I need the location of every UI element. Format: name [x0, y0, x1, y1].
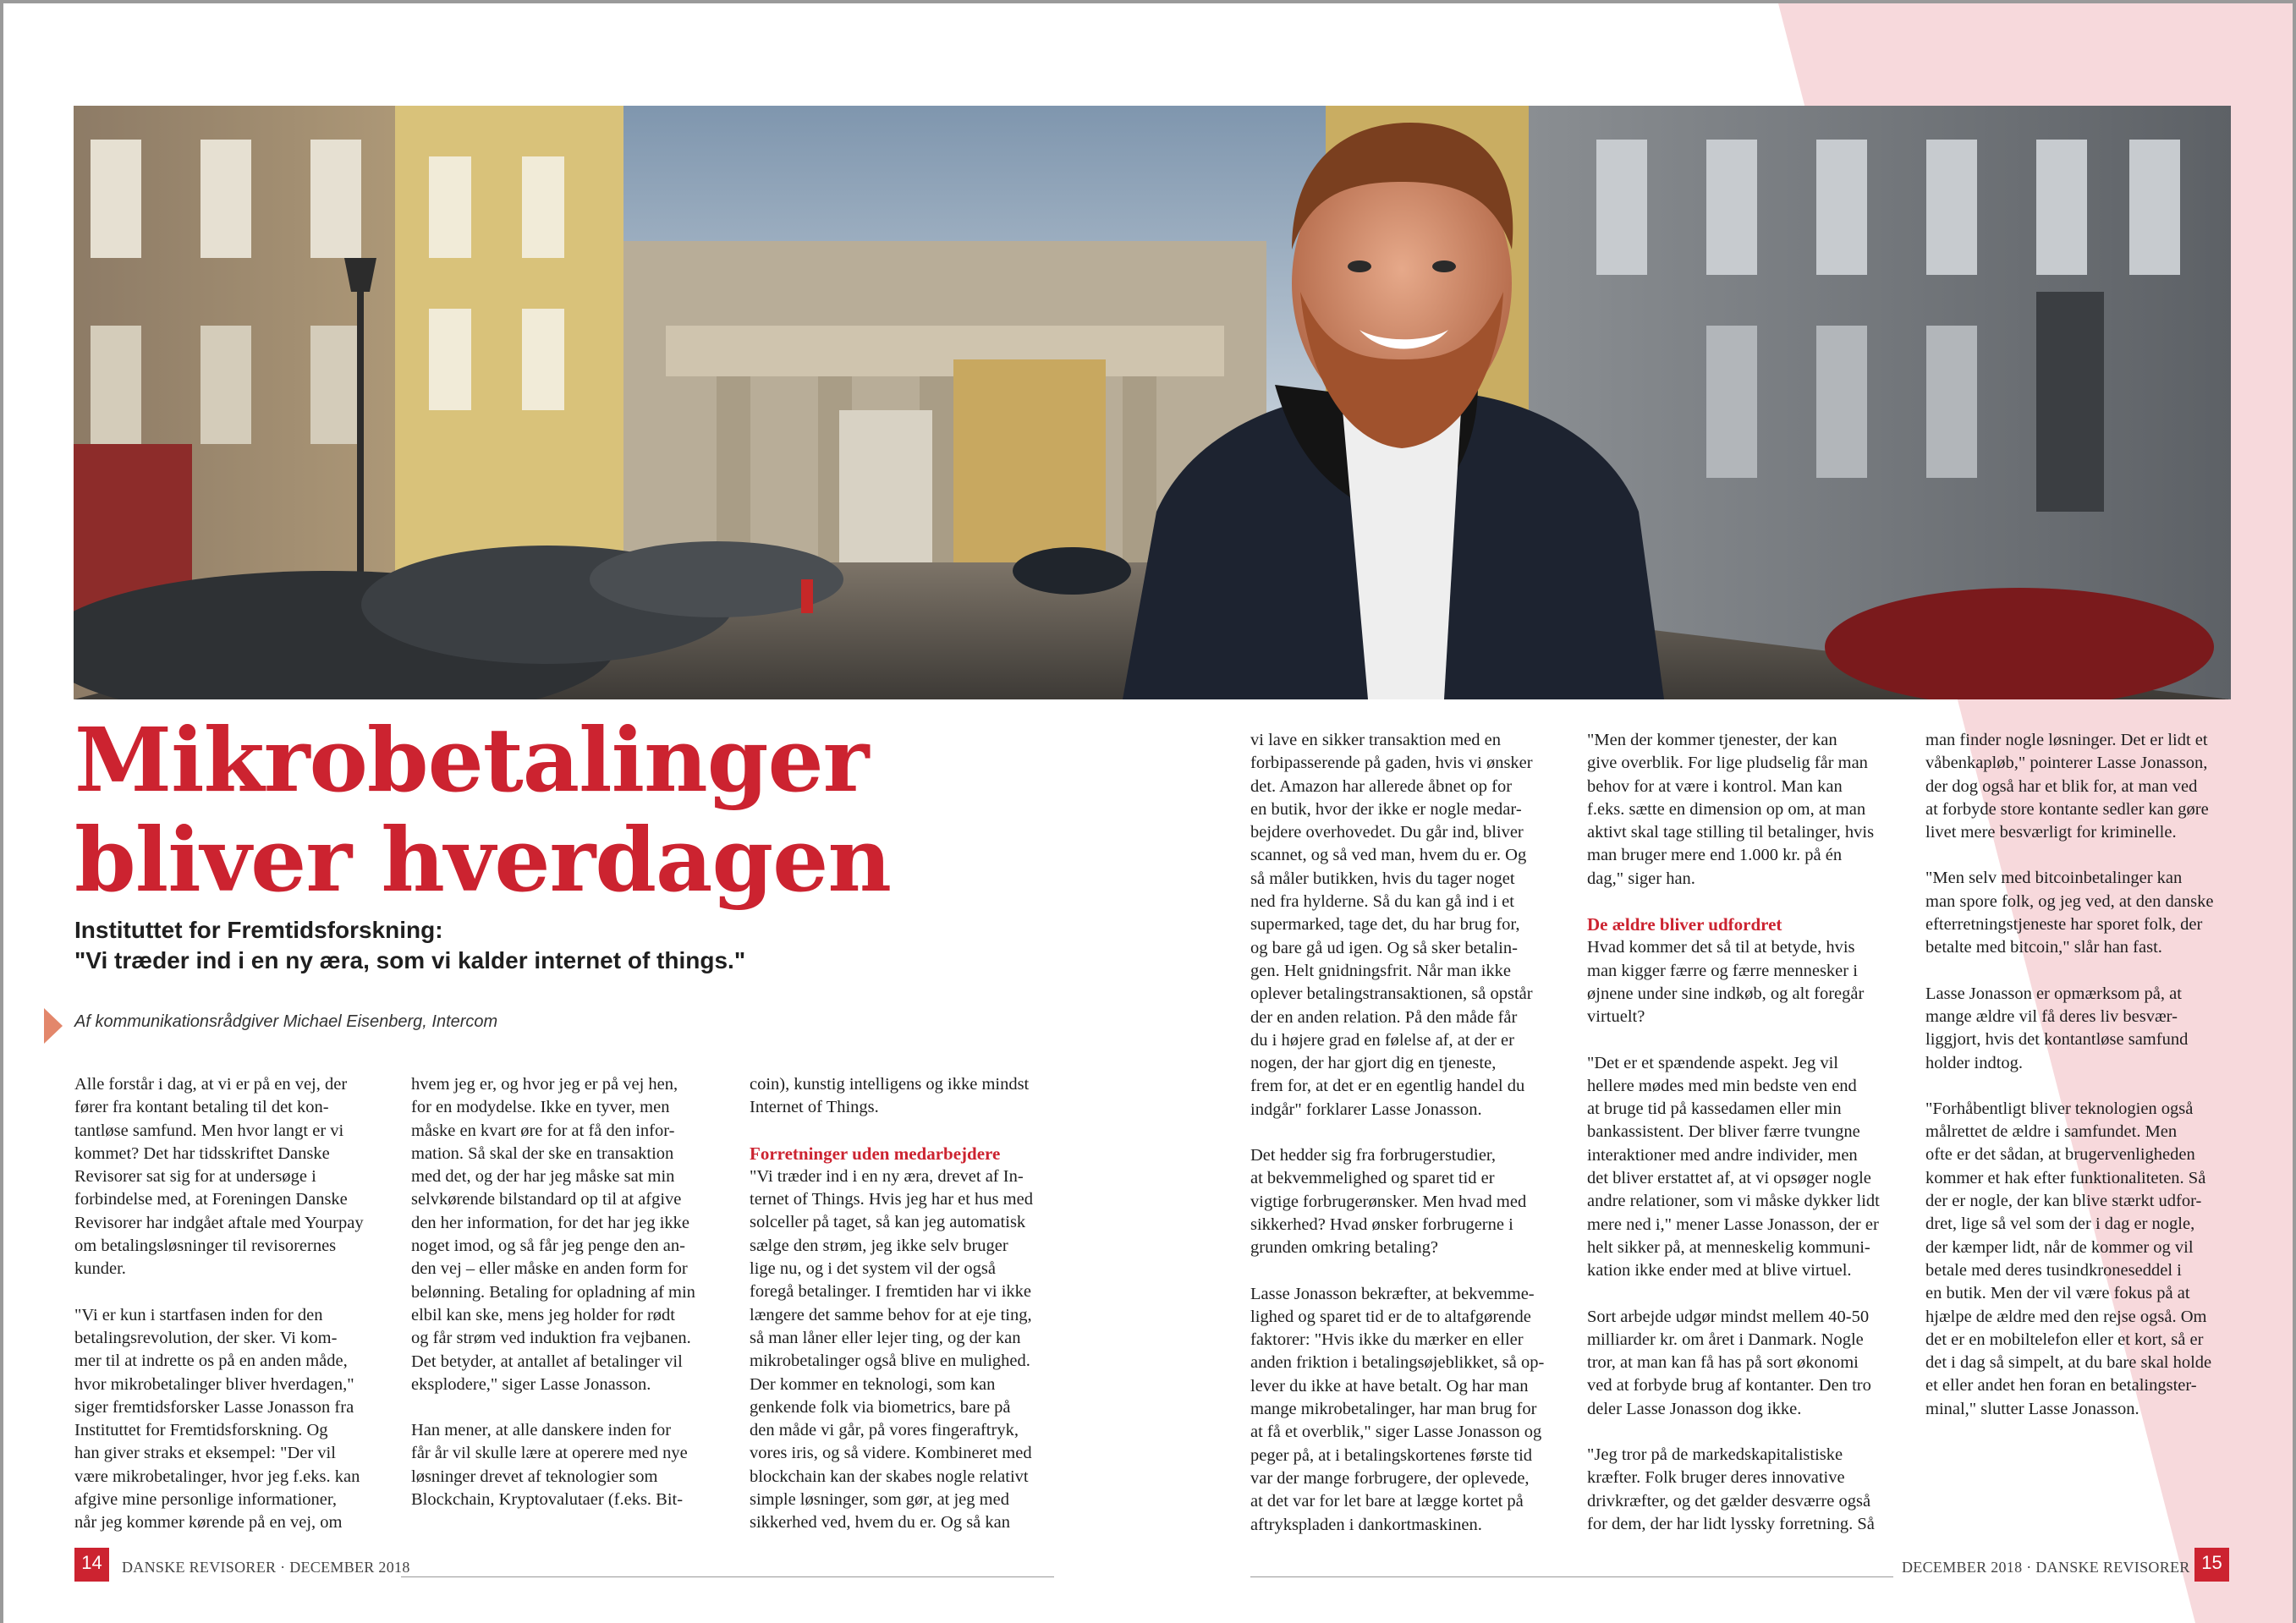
text-line: vi lave en sikker transaktion med en — [1250, 731, 1502, 749]
text-line: han giver straks et eksempel: "Der vil — [74, 1444, 336, 1463]
paragraph — [1250, 729, 1572, 1121]
paragraph — [750, 1165, 1071, 1535]
article-column-4 — [1250, 729, 1572, 1560]
text-line: indgår" forklarer Lasse Jonasson. — [1250, 1099, 1482, 1119]
text-line: Han mener, at alle danskere inden for — [411, 1421, 672, 1440]
text-line: coin), kunstig intelligens og ikke mindst — [750, 1075, 1030, 1094]
text-line: længere det samme behov for at eje ting, — [750, 1305, 1032, 1324]
text-line: interaktioner med andre individer, men — [1587, 1145, 1858, 1165]
paragraph — [1250, 1283, 1572, 1537]
text-line: Revisorer har indgået aftale med Yourpay — [74, 1213, 364, 1232]
text-line: løsninger drevet af teknologier som — [411, 1467, 658, 1486]
text-line: der en anden relation. På den måde får — [1250, 1007, 1518, 1027]
text-line: kommer et hak efter funktionaliteten. Så — [1925, 1168, 2206, 1187]
text-line: lever du ikke at have betalt. Og har man — [1250, 1376, 1529, 1395]
text-line: "Men selv med bitcoinbetalinger kan — [1925, 869, 2183, 888]
paragraph — [74, 1073, 387, 1281]
byline: Af kommunikationsrådgiver Michael Eisenberg, Intercom — [74, 1012, 498, 1031]
text-line: Lasse Jonasson er opmærksom på, at — [1925, 984, 2182, 1003]
paragraph — [1587, 1444, 1909, 1536]
page-number-left: 14 — [74, 1548, 109, 1582]
text-line: at bruge tid på kassedamen eller min — [1587, 1099, 1842, 1119]
text-line: man kigger færre og færre mennesker i — [1587, 961, 1858, 980]
text-line: den vej – eller måske en anden form for — [411, 1259, 688, 1279]
page-number-right: 15 — [2194, 1548, 2229, 1582]
text-line: Internet of Things. — [750, 1098, 879, 1117]
text-line: peger på, at i betalingskortenes første tid — [1250, 1445, 1533, 1465]
text-line: f.eks. sætte en dimension op om, at man — [1587, 799, 1866, 819]
text-line: mere ned i," mener Lasse Jonasson, der er — [1587, 1215, 1879, 1234]
subhead-line-2: "Vi træder ind i en ny æra, som vi kalder internet of things." — [74, 947, 746, 973]
text-line: så måler butikken, hvis du tager noget — [1250, 869, 1515, 888]
text-line: Lasse Jonasson bekræfter, at bekvemme- — [1250, 1284, 1535, 1303]
text-line: ternet of Things. Hvis jeg har et hus med — [750, 1190, 1033, 1209]
text-line: virtuelt? — [1587, 1007, 1645, 1027]
hero-photo — [74, 106, 2231, 699]
text-line: en butik. Men der vil være fokus på at — [1925, 1284, 2190, 1303]
left-page-footer — [3, 1548, 1103, 1582]
text-line: "Men der kommer tjenester, der kan — [1587, 731, 1837, 749]
text-line: Det betyder, at antallet af betalinger vil — [411, 1352, 683, 1371]
text-line: blockchain kan der skabes nogle relativt — [750, 1467, 1029, 1486]
text-line: ofte er det sådan, at brugervenligheden — [1925, 1145, 2195, 1165]
text-line: supermarked, tage det, du har brug for, — [1250, 915, 1520, 935]
text-line: gen. Helt gnidningsfrit. Når man ikke — [1250, 961, 1512, 980]
paragraph — [750, 1073, 1071, 1120]
text-line: foregå betalinger. I fremtiden har vi ikke — [750, 1282, 1031, 1302]
text-line: anden friktion i betalingsøjeblikket, så op- — [1250, 1353, 1545, 1373]
text-line: scannet, og så ved man, hvem du er. Og — [1250, 846, 1527, 865]
text-line: at det var for let bare at lægge kortet på — [1250, 1492, 1524, 1511]
text-line: solceller på taget, så kan jeg automatisk — [750, 1213, 1026, 1232]
article-headline — [74, 710, 963, 910]
paragraph — [1587, 1306, 1909, 1421]
paragraph — [1587, 1052, 1909, 1283]
text-line: og bare gå ud igen. Og så sker betalin- — [1250, 938, 1518, 957]
text-line: livet mere besværligt for kriminelle. — [1925, 823, 2177, 842]
section-heading-aeldre: De ældre bliver udfordret — [1587, 914, 1782, 935]
text-line: en butik, hvor der ikke er nogle medar- — [1250, 799, 1522, 819]
text-line: "Vi træder ind i en ny æra, drevet af In- — [750, 1166, 1024, 1186]
paragraph — [1925, 729, 2247, 844]
text-line: var der mange forbrugere, der oplevede, — [1250, 1468, 1530, 1488]
paragraph — [74, 1304, 387, 1535]
text-line: Blockchain, Kryptovalutaer (f.eks. Bit- — [411, 1490, 684, 1510]
text-line: nogen, der har gjort dig en tjeneste, — [1250, 1054, 1497, 1073]
paragraph — [1250, 1144, 1572, 1259]
text-line: måske en kvart øre for at få den infor- — [411, 1121, 675, 1140]
text-line: man finder nogle løsninger. Det er lidt et — [1925, 731, 2208, 749]
text-line: for en modydelse. Ikke en tyver, men — [411, 1098, 670, 1117]
text-line: ned fra hylderne. Så du kan gå ind i et — [1250, 892, 1514, 912]
article-subhead — [74, 915, 920, 976]
text-line: vores iris, og så videre. Kombineret med — [750, 1444, 1032, 1463]
text-line: om betalingsløsninger til revisorernes — [74, 1236, 337, 1256]
text-line: Instituttet for Fremtidsforskning. Og — [74, 1421, 328, 1440]
text-line: betale med deres tusindkroneseddel i — [1925, 1260, 2182, 1280]
text-line: at få et overblik," siger Lasse Jonasson og — [1250, 1423, 1542, 1442]
text-line: får år vil skulle lære at operere med nye — [411, 1444, 688, 1463]
text-line: Hvad kommer det så til at betyde, hvis — [1587, 938, 1855, 957]
text-line: forbindelse med, at Foreningen Danske — [74, 1190, 348, 1209]
text-line: mation. Så skal der ske en transaktion — [411, 1143, 674, 1163]
footer-text-left: DANSKE REVISORER · DECEMBER 2018 — [122, 1559, 410, 1576]
text-line: kunder. — [74, 1259, 126, 1279]
paragraph — [1587, 729, 1909, 891]
text-line: mikrobetalinger også blive en mulighed. — [750, 1352, 1030, 1371]
text-line: Alle forstår i dag, at vi er på en vej, der — [74, 1075, 348, 1094]
text-line: kræfter. Folk bruger deres innovative — [1587, 1468, 1845, 1488]
text-line: sikkerhed? Hvad ønsker forbrugerne i — [1250, 1215, 1513, 1234]
text-line: Der kommer en teknologi, som kan — [750, 1374, 996, 1394]
article-column-6 — [1925, 729, 2247, 1444]
text-line: bejdere overhovedet. Du går ind, bliver — [1250, 823, 1524, 842]
article-column-2 — [411, 1073, 724, 1534]
text-line: dag," siger han. — [1587, 869, 1695, 888]
text-line: faktorer: "Hvis ikke du mærker en eller — [1250, 1330, 1524, 1350]
text-line: at forbyde store kontante sedler kan gøre — [1925, 799, 2209, 819]
subhead-line-1: Instituttet for Fremtidsforskning: — [74, 917, 443, 943]
paragraph — [411, 1073, 724, 1396]
headline-line-2: bliver hverdagen — [74, 808, 891, 912]
text-line: det er en mobiltelefon eller et kort, så er — [1925, 1330, 2204, 1349]
text-line: andre relationer, som vi måske dykker lidt — [1587, 1192, 1880, 1211]
text-line: målrettet de ældre i samfundet. Men — [1925, 1122, 2178, 1142]
text-line: efterretningstjeneste har sporet folk, der — [1925, 915, 2203, 935]
byline-arrow-icon — [44, 1008, 63, 1044]
paragraph — [411, 1419, 724, 1511]
text-line: mange ældre vil få deres liv besvær- — [1925, 1006, 2178, 1026]
text-line: hellere mødes med min bedste ven end — [1587, 1076, 1857, 1095]
article-column-1 — [74, 1073, 387, 1558]
text-line: vigtige forbrugerønsker. Men hvad med — [1250, 1192, 1527, 1211]
text-line: afgive mine personlige informationer, — [74, 1490, 337, 1510]
text-line: drivkræfter, og det gælder desværre også — [1587, 1491, 1871, 1511]
text-line: det i dag så simpelt, at du bare skal holde — [1925, 1353, 2212, 1373]
text-line: tantløse samfund. Men hvor langt er vi — [74, 1121, 344, 1140]
text-line: lighed og sparet tid er de to altafgørende — [1250, 1307, 1531, 1326]
text-line: dret, lige så vel som der i dag er nogle, — [1925, 1215, 2195, 1234]
right-page-footer — [1188, 1548, 2296, 1582]
text-line: deler Lasse Jonasson dog ikke. — [1587, 1399, 1802, 1418]
headline-line-1: Mikrobetalinger — [74, 708, 869, 812]
text-line: aftrykspladen i dankortmaskinen. — [1250, 1515, 1482, 1534]
text-line: frem for, at det er en egentlig handel du — [1250, 1077, 1525, 1096]
text-line: hvor mikrobetalinger bliver hverdagen," — [74, 1374, 354, 1394]
text-line: at bekvemmelighed og sparet tid er — [1250, 1169, 1495, 1188]
text-line: belønning. Betaling for opladning af min — [411, 1282, 695, 1302]
text-line: og får strøm ved induktion fra vejbanen. — [411, 1329, 691, 1348]
paragraph — [1925, 983, 2247, 1075]
text-line: våbenkapløb," pointerer Lasse Jonasson, — [1925, 754, 2208, 773]
text-line: "Det er et spændende aspekt. Jeg vil — [1587, 1053, 1838, 1072]
text-line: grunden omkring betaling? — [1250, 1238, 1439, 1258]
text-line: der dog også har et blik for, at man ved — [1925, 776, 2198, 796]
text-line: for dem, der har lidt lyssky forretning. Så — [1587, 1514, 1875, 1533]
text-line: man spore folk, og jeg ved, at den danske — [1925, 891, 2214, 911]
text-line: der kæmper lidt, når de kommer og vil — [1925, 1237, 2194, 1257]
paragraph — [1925, 867, 2247, 959]
footer-text-right: DECEMBER 2018 · DANSKE REVISORER — [1902, 1559, 2190, 1576]
text-line: Sort arbejde udgør mindst mellem 40-50 — [1587, 1307, 1870, 1326]
text-line: "Jeg tror på de markedskapitalistiske — [1587, 1445, 1843, 1465]
text-line: give overblik. For lige pludselig får man — [1587, 754, 1868, 773]
text-line: "Forhåbentligt bliver teknologien også — [1925, 1099, 2194, 1118]
text-line: minal," slutter Lasse Jonasson. — [1925, 1399, 2139, 1418]
text-line: selvkørende bilstandard op til at afgive — [411, 1190, 682, 1209]
text-line: der er nogle, der kan blive stærkt udfor- — [1925, 1192, 2202, 1211]
text-line: betalingsrevolution, der sker. Vi kom- — [74, 1328, 338, 1347]
text-line: oplever betalingstransaktionen, så opstår — [1250, 984, 1533, 1004]
text-line: være mikrobetalinger, hvor jeg f.eks. kan — [74, 1467, 360, 1486]
text-line: med det, og der har jeg måske sat min — [411, 1167, 675, 1187]
text-line: forbipasserende på gaden, hvis vi ønsker — [1250, 754, 1533, 773]
text-line: kommet? Det har tidsskriftet Danske — [74, 1143, 330, 1163]
text-line: genkende folk via biometrics, bare på — [750, 1397, 1011, 1417]
article-column-5 — [1587, 729, 1909, 1559]
text-line: "Vi er kun i startfasen inden for den — [74, 1305, 323, 1324]
text-line: elbil kan ske, mens jeg holder for rødt — [411, 1305, 675, 1324]
text-line: bankassistent. Der bliver færre tvungne — [1587, 1122, 1860, 1142]
footer-rule-left — [401, 1576, 1054, 1577]
text-line: tror, at man kan få has på sort økonomi — [1587, 1353, 1859, 1373]
text-line: eksplodere," siger Lasse Jonasson. — [411, 1374, 651, 1394]
text-line: når jeg kommer kørende på en vej, om — [74, 1513, 343, 1533]
text-line: den her information, for det har jeg ikke — [411, 1213, 690, 1232]
text-line: betalte med bitcoin," slår han fast. — [1925, 938, 2162, 957]
text-line: et eller andet hen foran en betalingster- — [1925, 1376, 2197, 1395]
text-line: helt sikker på, at menneskelig kommuni- — [1587, 1237, 1870, 1257]
text-line: siger fremtidsforsker Lasse Jonasson fra — [74, 1397, 354, 1417]
footer-rule-right — [1250, 1576, 1893, 1577]
text-line: ved at forbyde brug af kontanter. Den tro — [1587, 1376, 1871, 1395]
text-line: Revisorer sat sig for at undersøge i — [74, 1167, 316, 1187]
text-line: du i højere grad en følelse af, at der er — [1250, 1030, 1514, 1050]
text-line: øjnene under sine indkøb, og alt foregår — [1587, 984, 1865, 1003]
paragraph — [1587, 936, 1909, 1028]
text-line: Det hedder sig fra forbrugerstudier, — [1250, 1146, 1497, 1165]
text-line: mange mikrobetalinger, har man brug for — [1250, 1400, 1537, 1419]
text-line: holder indtog. — [1925, 1053, 2024, 1072]
text-line: det bliver erstattet af, at vi opsøger nogle — [1587, 1169, 1871, 1188]
text-line: lige nu, og i det system vil der også — [750, 1259, 996, 1279]
text-line: liggjort, hvis det kontantløse samfund — [1925, 1030, 2189, 1050]
paragraph — [1925, 1098, 2247, 1421]
section-heading-forretninger: Forretninger uden medarbejdere — [750, 1143, 1001, 1164]
text-line: behov for at være i kontrol. Man kan — [1587, 776, 1843, 796]
text-line: så man låner eller lejer ting, og der kan — [750, 1328, 1021, 1347]
text-line: sælge den strøm, jeg ikke selv bruger — [750, 1236, 1008, 1255]
text-line: noget imod, og så får jeg penge den an- — [411, 1236, 685, 1256]
article-column-3 — [750, 1073, 1071, 1558]
text-line: den måde vi går, på vores fingeraftryk, — [750, 1421, 1019, 1440]
text-line: det. Amazon har allerede åbnet op for — [1250, 776, 1513, 796]
text-line: sikkerhed ved, hvem du er. Og så kan — [750, 1513, 1010, 1533]
text-line: mer til at indrette os på en anden måde, — [74, 1352, 348, 1371]
text-line: aktivt skal tage stilling til betalinger, hvis — [1587, 823, 1875, 842]
text-line: man bruger mere end 1.000 kr. på én — [1587, 846, 1843, 865]
text-line: hjælpe de ældre med den rejse også. Om — [1925, 1307, 2207, 1326]
text-line: kation ikke ender med at blive virtuel. — [1587, 1261, 1852, 1280]
text-line: milliarder kr. om året i Danmark. Nogle — [1587, 1330, 1864, 1349]
text-line: simple løsninger, som gør, at jeg med — [750, 1490, 1009, 1510]
text-line: fører fra kontant betaling til det kon- — [74, 1098, 329, 1117]
text-line: hvem jeg er, og hvor jeg er på vej hen, — [411, 1075, 678, 1094]
